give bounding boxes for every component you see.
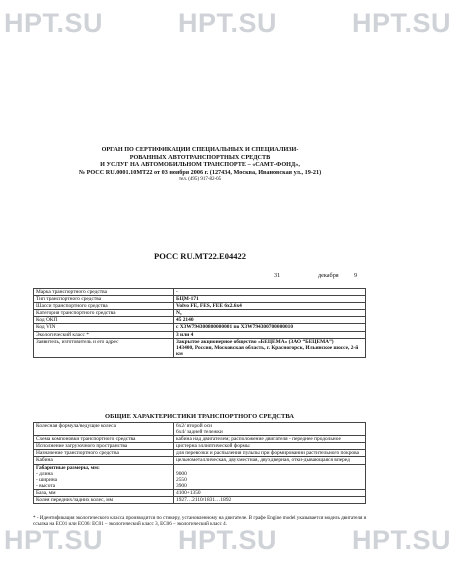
row-value: - [174, 289, 366, 296]
characteristics-table [33, 422, 366, 504]
row-label: Код VIN [34, 324, 174, 331]
row-label: Экологический класс * [34, 331, 174, 338]
row-label: Марка транспортного средства [34, 289, 174, 296]
row-value: Volvo FE, FES, FEE 6х2.6х4 [174, 303, 366, 310]
row-value [174, 338, 366, 357]
identification-table [33, 288, 366, 358]
organization-line: ОРГАН ПО СЕРТИФИКАЦИИ СПЕЦИАЛЬНЫХ И СПЕЦИАЛИЗИ- [101, 146, 299, 153]
table-row [34, 289, 366, 296]
wheel-formula-value: 6х2/ второй оси [176, 423, 213, 429]
row-value: 4100+1350 [174, 489, 366, 496]
applicant-address: 143400, Россия, Московская область, г. Красногорск, Ильинское шоссе, 2-й км [176, 344, 359, 357]
width-label: - ширина [36, 476, 58, 483]
table-row [34, 497, 366, 504]
dimensions-title: Габаритные размеры, мм: [36, 464, 100, 471]
row-label: Шасси транспортного средства [34, 303, 174, 310]
date-day: 31 [274, 272, 281, 279]
watermark: HPT.SU [178, 8, 278, 38]
organization-line: № РОСС RU.0001.10МТ22 от 03 ноября 2006 г. (127434, Москва, Ивановская ул., 19-21) [78, 168, 322, 176]
row-value: 3 или 4 [174, 331, 366, 338]
section-title: ОБЩИЕ ХАРАКТЕРИСТИКИ ТРАНСПОРТНОГО СРЕДСТВА [105, 413, 294, 420]
row-value: цистерна эллиптической формы [174, 443, 366, 450]
row-label: Категория транспортного средства [34, 310, 174, 317]
wheel-formula-value: 6х4/ задней тележки [176, 429, 223, 436]
height-value: 3900 [176, 482, 187, 489]
dimensions-labels [34, 464, 174, 489]
row-label: Тип транспортного средства [34, 296, 174, 303]
row-value [174, 423, 366, 436]
organization-line: И УСЛУГ НА АВТОМОБИЛЬНОМ ТРАНСПОРТЕ – «САМТ-ФОНД», [100, 161, 300, 169]
applicant-name: Закрытое акционерное общество «БЕЦЕМА» (ЗАО “БЕЦЕМА”) [176, 338, 334, 345]
length-value: 9000 [176, 470, 187, 477]
table-row [34, 317, 366, 324]
watermark: HPT.SU [352, 8, 451, 38]
row-value: БЦМ-171 [174, 296, 366, 303]
height-label: - высота [36, 482, 56, 489]
table-row [34, 436, 366, 443]
table-row [34, 457, 366, 464]
organization-line: РОВАННЫХ АВТОТРАНСПОРТНЫХ СРЕДСТВ [129, 153, 271, 161]
table-row [34, 489, 366, 496]
row-value: цельнометаллическая, двухместная, двухдверная, отки-дывающаяся вперед [174, 457, 366, 464]
watermark: HPT.SU [4, 525, 104, 555]
row-label: Колея передних/задних колес, мм [34, 497, 174, 504]
table-row [34, 303, 366, 310]
row-label: Код ОКП [34, 317, 174, 324]
watermark: HPT.SU [352, 525, 451, 555]
row-label: Исполнение загрузочного пространства [34, 443, 174, 450]
row-value: 1927…2110/1831…1892 [174, 497, 366, 504]
organization-header [50, 146, 350, 184]
row-value: 45 2140 [174, 317, 366, 324]
length-label: - длина [36, 470, 53, 477]
row-value: с X3W794300800000001 по X3W794300700000010 [174, 324, 366, 331]
row-value: кабина над двигателем; расположение двигателя - переднее продольное [174, 436, 366, 443]
row-label: Заявитель, изготовитель и его адрес [34, 338, 174, 357]
watermark: HPT.SU [4, 8, 104, 38]
row-label: Колесная формула/ведущие колеса [34, 423, 174, 436]
table-row [34, 423, 366, 436]
footnote: * - Идентификация экологического класса производится по стикеру, установленному на двигателе. В графе Engine model указывается модель двигателя и ссылка на EC01 или EC06: EC01 – экологический класс 3, EC06 – экологический класс 4. [33, 515, 367, 528]
row-value: N₃ [174, 310, 366, 317]
table-row [34, 324, 366, 331]
date-month: декабря [318, 272, 339, 279]
table-row [34, 296, 366, 303]
watermark: HPT.SU [178, 525, 278, 555]
table-row [34, 310, 366, 317]
row-label: Назначение транспортного средства [34, 450, 174, 457]
row-label: Схема компоновки транспортного средства [34, 436, 174, 443]
table-row [34, 464, 366, 489]
table-row [34, 450, 366, 457]
dimensions-values [174, 464, 366, 489]
organization-phone: тел. (495) 917-82-05 [178, 177, 222, 183]
certificate-number: РОСС RU.МТ22.Е04422 [154, 251, 246, 261]
row-label: База, мм [34, 489, 174, 496]
row-value: для перевозки и распыления пульпы при формировании растительного покрова [174, 450, 366, 457]
table-row [34, 338, 366, 357]
width-value: 2550 [176, 476, 187, 483]
row-label: Кабина [34, 457, 174, 464]
table-row [34, 331, 366, 338]
table-row [34, 443, 366, 450]
date-year: 9 [354, 272, 358, 279]
